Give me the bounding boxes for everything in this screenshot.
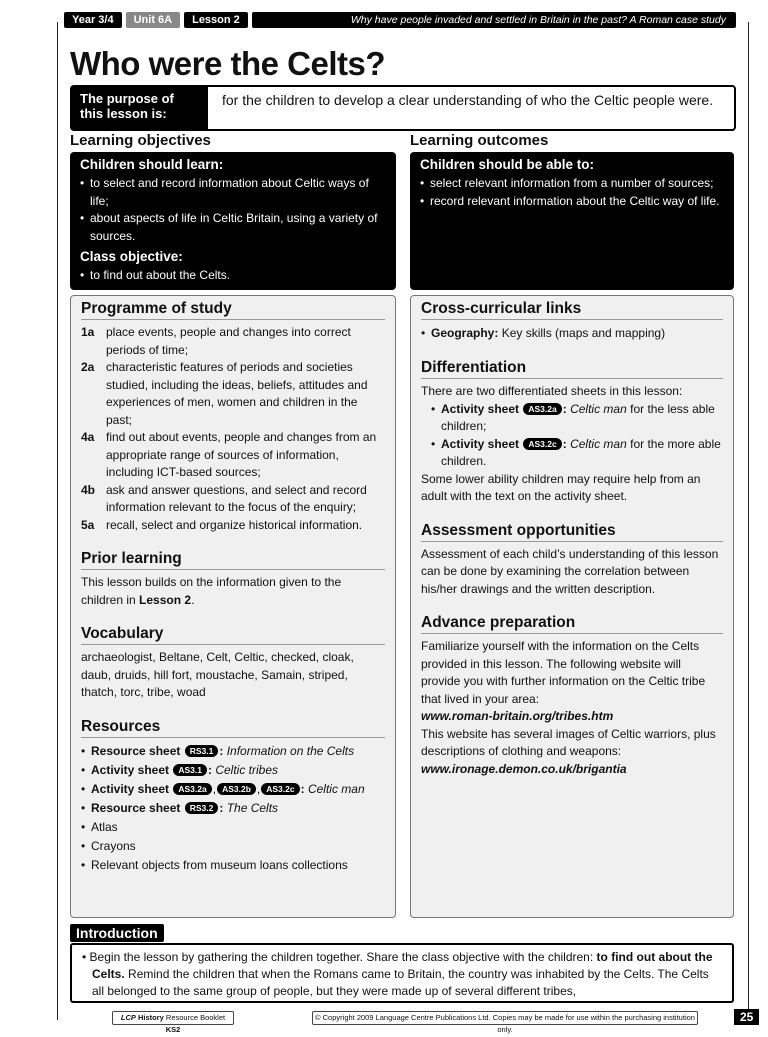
- item-title: Celtic man: [570, 436, 627, 451]
- programme-item: [81, 429, 385, 482]
- unit-tag: Unit 6A: [126, 12, 181, 28]
- item-title: Celtic man: [570, 401, 627, 416]
- class-objective-heading: Class objective:: [80, 249, 183, 264]
- differentiation-heading: Differentiation: [421, 359, 723, 379]
- footer-ks: KS2: [165, 1025, 181, 1034]
- header-bar: [64, 12, 736, 28]
- able-heading: Children should be able to:: [420, 157, 595, 172]
- outcomes-heading: Learning outcomes: [410, 132, 549, 149]
- list-item: • Crayons: [81, 837, 385, 856]
- sheet-badge: RS3.1: [185, 745, 219, 757]
- vocab-text: archaeologist, Beltane, Celt, Celtic, checked, cloak, daub, druids, hill fort, moustache, Samain, striped, thatch, torc, tribe, woad: [81, 650, 354, 699]
- year-tag: Year 3/4: [64, 12, 122, 28]
- item-sep: :: [300, 781, 305, 796]
- item-title: Information on the Celts: [226, 743, 355, 758]
- list-item: • about aspects of life in Celtic Britain, using a variety of sources.: [80, 210, 386, 245]
- programme-item: [81, 482, 385, 517]
- list-item: [81, 780, 385, 799]
- purpose-label: The purpose of this lesson is:: [72, 87, 208, 129]
- programme-item: [81, 517, 385, 535]
- list-item: [81, 799, 385, 818]
- list-item: • to select and record information about Celtic ways of life;: [80, 175, 386, 210]
- item-title: Celtic man: [307, 781, 365, 796]
- item-comma: ,: [212, 781, 217, 796]
- prior-end: .: [191, 592, 195, 607]
- programme-text: place events, people and changes into correct periods of time;: [106, 325, 351, 357]
- advance-heading: Advance preparation: [421, 614, 723, 634]
- right-info-box: [410, 295, 734, 918]
- programme-code: 4b: [81, 482, 96, 497]
- prior-text: [81, 574, 385, 609]
- lesson-tag: Lesson 2: [184, 12, 248, 28]
- footer-product-name: History: [137, 1013, 164, 1022]
- advance-url: [421, 708, 723, 726]
- sheet-badge: AS3.1: [173, 764, 207, 776]
- intro-part-2: Remind the children that when the Romans came to Britain, the country was inhabited by the Celts. The Celts all belonged to the same group of people, but they were made up of several different tribes,: [92, 967, 709, 998]
- item-sep: :: [219, 743, 224, 758]
- programme-item: [81, 359, 385, 429]
- class-objective-list: [80, 267, 386, 285]
- prior-body: This lesson builds on the information given to the children in: [81, 575, 342, 607]
- sheet-badge: AS3.2c: [261, 783, 299, 795]
- list-item: • Atlas: [81, 818, 385, 837]
- introduction-box: [70, 943, 734, 1003]
- advance-text-2: This website has several images of Celtic warriors, plus descriptions of clothing and weapons:: [421, 726, 716, 758]
- sheet-badge: AS3.2a: [523, 403, 561, 415]
- resources-heading: Resources: [81, 718, 385, 738]
- programme-code: 1a: [81, 325, 95, 339]
- website-url: www.ironage.demon.co.uk/brigantia: [421, 761, 627, 776]
- objectives-box: [70, 152, 396, 290]
- cross-heading: Cross-curricular links: [421, 300, 723, 320]
- prior-heading: Prior learning: [81, 550, 385, 570]
- item-comma: ,: [256, 781, 261, 796]
- item-text: Key skills (maps and mapping): [501, 326, 666, 340]
- purpose-box: [70, 85, 736, 131]
- unit-question: Why have people invaded and settled in Britain in the past? A Roman case study: [252, 12, 736, 28]
- differentiation-outro: Some lower ability children may require help from an adult with the text on the activity sheet.: [421, 471, 701, 503]
- introduction-heading: Introduction: [70, 924, 164, 942]
- item-bold: Activity sheet: [91, 762, 170, 777]
- item-sep: :: [208, 762, 212, 777]
- advance-text: Familiarize yourself with the information on the Celts provided in this lesson. The following website will provide you with further information on the Celtic tribe that lived in your area:: [421, 639, 706, 706]
- item-title: The Celts: [226, 800, 279, 815]
- differentiation-list: [421, 401, 723, 471]
- item-bold: Resource sheet: [91, 800, 181, 815]
- list-item: [431, 401, 723, 436]
- item-bold: Activity sheet: [441, 436, 520, 451]
- item-text: for the less able children;: [441, 401, 715, 433]
- sheet-badge: AS3.2b: [217, 783, 256, 795]
- list-item: [421, 324, 723, 343]
- sheet-badge: AS3.2c: [523, 438, 561, 450]
- item-sep: :: [562, 401, 567, 416]
- website-url: www.roman-britain.org/tribes.htm: [421, 709, 614, 723]
- prior-lesson-ref: Lesson 2: [139, 592, 192, 607]
- footer-copyright: © Copyright 2009 Language Centre Publications Ltd. Copies may be made for use within the purchasing institution only.: [312, 1011, 698, 1025]
- list-item: [431, 436, 723, 471]
- item-bold: Activity sheet: [91, 781, 170, 796]
- objectives-heading: Learning objectives: [70, 132, 211, 149]
- list-item: • Relevant objects from museum loans collections: [81, 856, 385, 875]
- programme-heading: Programme of study: [81, 300, 385, 320]
- programme-code: 4a: [81, 430, 95, 444]
- programme-text: find out about events, people and changes from an appropriate range of sources of information, including ICT-based sources;: [106, 430, 377, 479]
- purpose-text: for the children to develop a clear understanding of who the Celtic people were.: [222, 92, 714, 108]
- programme-text: characteristic features of periods and societies studied, including the ideas, beliefs, attitudes and experiences of men, women and children in the past;: [106, 360, 368, 427]
- page-number: 25: [734, 1009, 759, 1025]
- outcomes-box: [410, 152, 734, 290]
- item-sep: :: [219, 800, 224, 815]
- footer-product: [112, 1011, 234, 1034]
- vocab-heading: Vocabulary: [81, 625, 385, 645]
- differentiation-intro: There are two differentiated sheets in this lesson:: [421, 384, 683, 398]
- introduction-text: • Begin the lesson by gathering the children together. Share the class objective with the children: to find out about the Celts. Remind the children that when the Romans came to Britain, the country was inhabited by the Celts. The Celts all belonged to the same group of people, but they were made up of several different tribes,: [82, 950, 713, 998]
- page-title: Who were the Celts?: [70, 45, 386, 82]
- item-title: Celtic tribes: [215, 762, 279, 777]
- resources-list: [81, 742, 385, 875]
- list-item: • to find out about the Celts.: [80, 267, 386, 285]
- learn-heading: Children should learn:: [80, 157, 224, 172]
- assessment-text: Assessment of each child’s understanding of this lesson can be done by examining the correlation between his/her drawings and the written description.: [421, 546, 719, 596]
- programme-code: 5a: [81, 517, 95, 532]
- advance-url-2: [421, 761, 723, 779]
- item-text: for the more able children.: [441, 436, 721, 468]
- programme-code: 2a: [81, 360, 95, 374]
- left-info-box: [70, 295, 396, 918]
- sheet-badge: RS3.2: [185, 802, 219, 814]
- item-bold: Resource sheet: [91, 743, 181, 758]
- programme-text: ask and answer questions, and select and record information relevant to the focus of the enquiry;: [106, 482, 367, 514]
- item-sep: :: [562, 436, 567, 451]
- item-bold: Activity sheet: [441, 401, 520, 416]
- cross-list: [421, 324, 723, 343]
- footer-brand: LCP: [120, 1013, 136, 1022]
- list-item: • record relevant information about the Celtic way of life.: [420, 193, 724, 211]
- programme-item: [81, 324, 385, 359]
- list-item: • select relevant information from a number of sources;: [420, 175, 724, 193]
- item-bold: Geography:: [431, 326, 499, 340]
- able-list: [420, 175, 724, 210]
- assessment-heading: Assessment opportunities: [421, 522, 723, 542]
- programme-text: recall, select and organize historical information.: [106, 517, 363, 532]
- sheet-badge: AS3.2a: [173, 783, 211, 795]
- intro-part-1: Begin the lesson by gathering the children together. Share the class objective with the children:: [89, 950, 594, 964]
- learn-list: [80, 175, 386, 245]
- intro-bold: to find out about the Celts.: [92, 950, 713, 981]
- list-item: [81, 761, 385, 780]
- footer-booklet: Resource Booklet: [165, 1013, 226, 1022]
- list-item: [81, 742, 385, 761]
